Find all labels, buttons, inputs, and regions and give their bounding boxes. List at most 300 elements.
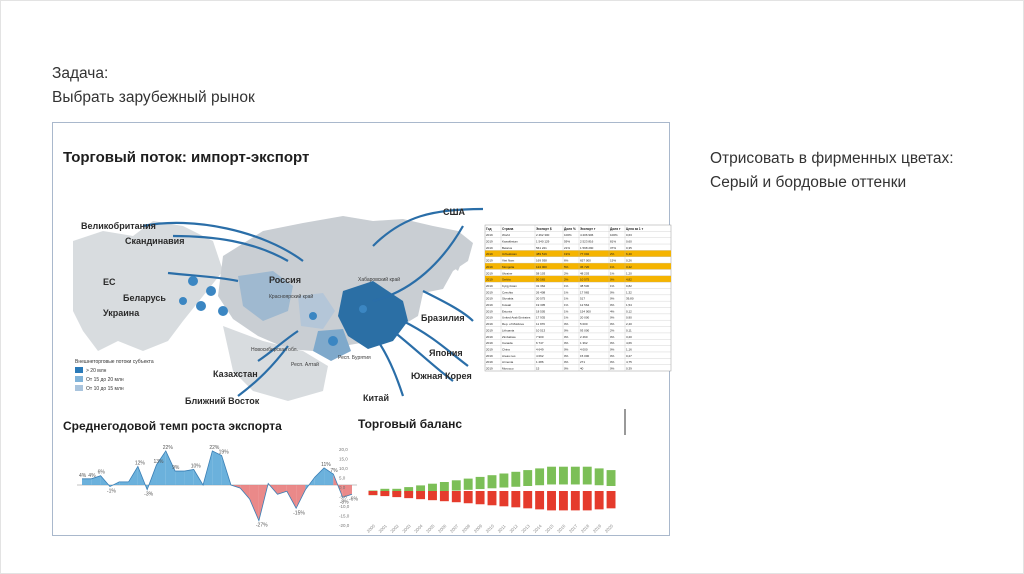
table-cell: 2 460	[580, 334, 588, 339]
table-cell: World	[502, 233, 510, 238]
table-cell: 15 000	[580, 353, 590, 358]
table-cell: 4,66	[626, 341, 632, 346]
table-cell: Canada	[502, 341, 513, 346]
growth-segment	[156, 451, 165, 485]
balance-year: 2011	[496, 523, 507, 534]
table-cell: 15	[536, 366, 540, 371]
balance-year: 2013	[520, 523, 531, 534]
balance-year: 2016	[556, 523, 567, 534]
table-cell: 12 564	[580, 303, 590, 308]
flow-arrow-japan	[403, 321, 468, 366]
table-cell: 1,54	[626, 303, 632, 308]
table-cell: 1,16	[626, 347, 632, 352]
table-header: Год	[486, 226, 492, 231]
region-marker	[196, 301, 206, 311]
balance-bar-negative	[571, 491, 580, 510]
growth-label: 12%	[134, 460, 145, 467]
table-cell: 0,11	[626, 328, 632, 333]
table-cell: 19%	[564, 252, 571, 257]
growth-label: 22%	[209, 444, 220, 451]
table-cell: 38 530	[580, 283, 590, 288]
table-cell: 2019	[486, 271, 493, 276]
table-cell: 154 000	[580, 309, 591, 314]
balance-bar-negative	[404, 491, 413, 498]
balance-year: 2010	[484, 523, 496, 534]
table-cell: 19 305	[536, 303, 546, 308]
table-cell: 4 062	[536, 353, 544, 358]
table-cell: 2019	[486, 334, 493, 339]
table-header: Цена за 1 т	[626, 226, 644, 231]
balance-tick: -10,0	[339, 504, 350, 509]
chart1-title: Среднегодовой темп роста экспорта	[63, 419, 282, 433]
table-cell: 5%	[564, 264, 569, 269]
table-cell: 1,32	[626, 290, 632, 295]
region-marker	[218, 306, 228, 316]
table-cell: 2019	[486, 347, 493, 352]
balance-bar-positive	[511, 472, 520, 487]
design-note-line-1: Отрисовать в фирменных цветах:	[710, 150, 954, 167]
growth-label: 4%	[79, 472, 87, 479]
label-kaz: Казахстан	[213, 369, 258, 379]
growth-segment	[315, 468, 324, 485]
table-cell: 50 565	[536, 277, 546, 282]
table-cell: 1%	[564, 303, 569, 308]
region-marker	[206, 286, 216, 296]
table-cell: 2%	[610, 252, 615, 257]
table-cell: 2019	[486, 322, 493, 327]
table-cell: 37%	[610, 245, 617, 250]
table-cell: Morocco	[502, 366, 514, 371]
table-cell: 6%	[564, 258, 569, 263]
table-cell: 4 206 906	[580, 233, 594, 238]
balance-year: 2007	[449, 523, 460, 534]
table-cell: 2,40	[626, 322, 632, 327]
table-cell: 2 462 300	[536, 233, 550, 238]
table-cell: 0%	[610, 366, 615, 371]
table-cell: 2019	[486, 296, 493, 301]
table-cell: 2019	[486, 252, 493, 257]
table-cell: Kuwait	[502, 303, 512, 308]
table-cell: 17 935	[536, 315, 546, 320]
growth-segment	[184, 470, 193, 486]
balance-year: 2004	[413, 523, 424, 534]
export-table	[485, 225, 671, 371]
design-note-line-2: Серый и бордовые оттенки	[710, 174, 907, 191]
balance-bar-negative	[392, 491, 401, 497]
table-cell: 3,42	[626, 264, 632, 269]
balance-year: 2017	[568, 523, 579, 534]
table-cell: United Arab Emirates	[502, 315, 531, 320]
table-header: Экспорт $	[536, 226, 552, 231]
balance-bar-negative	[583, 491, 592, 510]
region-marker	[309, 312, 317, 320]
legend-swatch-2	[75, 376, 83, 382]
table-cell: 1%	[610, 264, 615, 269]
balance-bar-positive	[440, 482, 449, 491]
balance-tick: -5,0	[339, 494, 347, 500]
table-cell: 561 221	[536, 245, 547, 250]
label-novosibirsk: Новосибирская обл.	[251, 347, 298, 353]
table-cell: China	[502, 347, 510, 352]
table-cell: 0%	[610, 347, 615, 352]
table-cell: 0,60	[626, 239, 632, 244]
label-korea: Южная Корея	[411, 371, 472, 381]
table-cell: 0%	[610, 290, 615, 295]
balance-tick: -20,0	[339, 523, 350, 528]
table-cell: 2019	[486, 283, 493, 288]
label-krasnoyarsk: Красноярский край	[269, 294, 314, 300]
balance-year: 2008	[460, 523, 472, 534]
label-russia: Россия	[269, 275, 301, 285]
balance-year: 2018	[579, 523, 591, 534]
table-cell: 0%	[610, 315, 615, 320]
table-cell: 5 000	[580, 322, 588, 327]
table-cell: Mongolia	[502, 264, 515, 269]
table-cell: 7 900	[536, 334, 544, 339]
balance-bar-negative	[440, 491, 449, 501]
balance-bar-positive	[607, 470, 616, 486]
balance-bar-negative	[559, 491, 568, 510]
balance-bar-negative	[499, 491, 508, 506]
growth-label: 22%	[162, 444, 173, 451]
growth-label: 4%	[88, 472, 96, 479]
balance-year: 2006	[437, 523, 448, 534]
table-cell: 1%	[564, 315, 569, 320]
table-cell: 1%	[610, 283, 615, 288]
growth-segment	[175, 471, 184, 485]
table-cell: 93 000	[580, 328, 590, 333]
table-cell: 1%	[564, 283, 569, 288]
growth-segment	[212, 451, 221, 485]
table-cell: Slovakia	[502, 296, 514, 301]
table-cell: 4 649	[536, 347, 544, 352]
table-cell: Viet Nam	[502, 258, 515, 263]
table-header: Доля %	[564, 226, 576, 231]
table-cell: 1%	[564, 309, 569, 314]
table-header: Экспорт т	[580, 226, 596, 231]
table-cell: Areas nes	[502, 353, 516, 358]
map-legend	[75, 359, 154, 392]
balance-tick: -15,0	[339, 513, 350, 519]
growth-label: 10%	[190, 463, 201, 470]
balance-tick: 15,0	[339, 456, 348, 462]
label-eu: ЕС	[103, 277, 116, 287]
label-altai: Респ. Алтай	[291, 362, 319, 368]
table-cell: 4,75	[626, 360, 632, 365]
label-china: Китай	[363, 393, 389, 403]
table-cell: 0%	[610, 303, 615, 308]
balance-bar-negative	[428, 491, 437, 500]
growth-segment	[287, 485, 296, 508]
table-cell: 1 362	[580, 341, 588, 346]
table-cell: 1 286	[536, 360, 544, 365]
table-header: Доля т	[610, 226, 621, 231]
table-cell: 124 000	[536, 264, 547, 269]
table-cell: 1 598 290	[580, 245, 594, 250]
table-cell: 0%	[610, 341, 615, 346]
table-cell: 100%	[610, 233, 618, 238]
balance-bar-positive	[547, 467, 556, 485]
table-cell: Zimbabwe	[502, 334, 516, 339]
legend-item-2: От 15 до 20 млн	[86, 377, 124, 383]
chart2-title: Торговый баланс	[358, 417, 463, 431]
balance-year: 2009	[472, 523, 484, 534]
table-cell: 0,39	[626, 366, 632, 371]
table-cell: Lithuania	[502, 328, 515, 333]
label-usa: США	[443, 207, 466, 217]
table-cell: 2019	[486, 290, 493, 295]
growth-label: 13%	[153, 458, 164, 465]
table-cell: 10 575	[580, 277, 590, 282]
balance-bar-positive	[499, 474, 508, 488]
balance-bar-negative	[380, 491, 389, 496]
label-belarus: Беларусь	[123, 293, 166, 303]
flow-arrow-china	[378, 341, 403, 396]
screenshot-panel	[52, 122, 670, 536]
table-cell: Rep. of Moldova	[502, 322, 524, 327]
growth-label: -6%	[349, 496, 358, 503]
growth-label: -15%	[293, 510, 305, 517]
table-cell: 31 362	[536, 283, 546, 288]
table-cell: 11 976	[536, 322, 545, 327]
balance-bar-negative	[595, 491, 604, 509]
balance-tick: 5,0	[339, 475, 346, 481]
balance-bar-positive	[428, 484, 437, 492]
table-cell: 2019	[486, 315, 493, 320]
table-cell: 2019	[486, 353, 493, 358]
table-cell: 0%	[564, 353, 569, 358]
label-scand: Скандинавия	[125, 236, 185, 246]
panel-title: Торговый поток: импорт-экспорт	[63, 149, 310, 166]
region-marker	[359, 305, 367, 313]
legend-swatch-1	[75, 367, 83, 373]
balance-bar-negative	[523, 491, 532, 508]
table-header: Страна	[502, 226, 514, 231]
balance-bar-negative	[452, 491, 461, 502]
growth-label: 19%	[218, 449, 229, 456]
balance-bar-negative	[488, 491, 497, 505]
table-cell: 77 092	[580, 252, 590, 257]
table-cell: Kazakhstan	[502, 239, 518, 244]
table-cell: 0,26	[626, 258, 632, 263]
table-cell: 1%	[610, 271, 615, 276]
balance-year: 2014	[532, 523, 543, 534]
balance-bar-positive	[476, 477, 485, 489]
balance-bar-negative	[607, 491, 616, 508]
table-cell: 517	[580, 296, 586, 301]
balance-tick: 0,0	[339, 485, 346, 490]
table-cell: 2019	[486, 277, 493, 282]
table-cell: 100%	[564, 233, 572, 238]
table-cell: 2 523 816	[580, 239, 594, 244]
balance-bar-positive	[535, 468, 544, 485]
balance-year: 2005	[425, 523, 436, 534]
balance-bar-negative	[416, 491, 425, 499]
balance-year: 2015	[544, 523, 555, 534]
table-cell: 2019	[486, 258, 493, 263]
table-cell: 2019	[486, 264, 493, 269]
table-cell: 0,12	[626, 309, 632, 314]
table-cell: 81%	[610, 239, 617, 244]
balance-bar-negative	[511, 491, 520, 507]
table-cell: 0%	[564, 347, 569, 352]
balance-bar-positive	[452, 480, 461, 490]
table-cell: 0%	[610, 277, 615, 282]
table-cell: 2019	[486, 366, 493, 371]
table-cell: 2019	[486, 303, 493, 308]
growth-label: 7%	[330, 468, 338, 475]
task-block	[52, 62, 255, 110]
table-cell: 26 408	[536, 290, 546, 295]
label-buryatia: Респ. Бурятия	[338, 355, 371, 361]
region-marker	[179, 297, 187, 305]
legend-title: Внешнеторговые потоки субъекта	[75, 359, 154, 365]
table-cell: 3,20	[626, 334, 632, 339]
table-cell: 2%	[610, 328, 615, 333]
balance-year: 2002	[389, 523, 400, 534]
region-marker	[188, 276, 198, 286]
table-cell: 21%	[564, 245, 571, 250]
table-cell: 40	[580, 366, 584, 371]
balance-bar-positive	[523, 470, 532, 486]
table-cell: 59%	[564, 239, 571, 244]
task-text: Выбрать зарубежный рынок	[52, 89, 255, 106]
label-gb: Великобритания	[81, 221, 156, 231]
table-cell: 1%	[564, 290, 569, 295]
table-cell: 2019	[486, 309, 493, 314]
table-cell: 0%	[564, 334, 569, 339]
table-cell: 58 103	[536, 271, 546, 276]
table-cell: 0%	[564, 341, 569, 346]
balance-bar-positive	[583, 467, 592, 485]
table-cell: 2019	[486, 233, 493, 238]
table-cell: Serbia	[502, 277, 511, 282]
trade-balance-chart	[337, 405, 627, 535]
table-cell: 10 513	[536, 328, 546, 333]
balance-bar-positive	[464, 479, 473, 490]
label-brazil: Бразилия	[421, 313, 465, 323]
table-cell: 2019	[486, 245, 493, 250]
table-cell: 20 000	[580, 315, 590, 320]
table-cell: 0%	[564, 328, 569, 333]
table-cell: 271	[580, 360, 586, 365]
table-cell: 2%	[564, 271, 569, 276]
growth-label: -8%	[339, 499, 349, 506]
table-cell: 36 720	[580, 264, 590, 269]
label-ukraine: Украина	[103, 308, 140, 318]
table-cell: 1,20	[626, 271, 632, 276]
table-cell: 6 747	[536, 341, 544, 346]
table-cell: 0%	[610, 296, 615, 301]
table-cell: 0%	[610, 334, 615, 339]
growth-label: 6%	[97, 469, 105, 476]
table-cell: 2019	[486, 328, 493, 333]
table-cell: 489 519	[536, 252, 547, 257]
balance-bar-negative	[464, 491, 473, 503]
table-cell: 0%	[610, 322, 615, 327]
table-cell: 2019	[486, 341, 493, 346]
table-cell: 657 000	[580, 258, 591, 263]
balance-tick: 10,0	[339, 466, 348, 471]
table-cell: 0%	[564, 322, 569, 327]
label-khabarovsk: Хабаровский край	[358, 277, 401, 283]
table-cell: 0%	[610, 353, 615, 358]
balance-bar-negative	[535, 491, 544, 509]
table-cell: 18 505	[536, 309, 546, 314]
label-middle-east: Ближний Восток	[185, 396, 260, 406]
balance-bar-negative	[547, 491, 556, 510]
balance-year: 2020	[603, 523, 615, 534]
balance-bar-positive	[571, 467, 580, 485]
table-cell: 2%	[564, 277, 569, 282]
balance-tick: 20,0	[339, 447, 348, 452]
table-cell: Belarus	[502, 245, 513, 250]
table-cell: 20 575	[536, 296, 546, 301]
balance-year: 2001	[377, 523, 388, 534]
table-cell: 1 540 129	[536, 239, 550, 244]
table-cell: 0,90	[626, 315, 632, 320]
table-row-highlight	[485, 276, 671, 282]
table-cell: 169 938	[536, 258, 547, 263]
growth-label: -3%	[144, 491, 154, 498]
task-heading: Задача:	[52, 65, 109, 82]
table-cell: 0,27	[626, 353, 632, 358]
balance-bar-negative	[476, 491, 485, 504]
table-cell: 6,40	[626, 252, 632, 257]
table-cell: 0%	[564, 366, 569, 371]
table-cell: 39,80	[626, 296, 634, 301]
export-growth-chart	[77, 437, 357, 533]
table-cell: 15%	[610, 258, 617, 263]
legend-item-1: > 20 млн	[86, 368, 107, 374]
table-cell: 0,82	[626, 283, 632, 288]
table-cell: 2019	[486, 360, 493, 365]
trade-flow-map	[73, 201, 483, 409]
growth-label: -1%	[106, 488, 116, 495]
label-japan: Япония	[429, 348, 463, 358]
balance-year: 2019	[591, 523, 603, 534]
table-cell: Czechia	[502, 290, 513, 295]
growth-segment	[82, 479, 91, 485]
region-marker	[328, 336, 338, 346]
balance-bar-negative	[369, 491, 378, 495]
text-cursor	[624, 409, 626, 435]
table-cell: Armenia	[502, 360, 514, 365]
balance-year: 2012	[508, 523, 519, 534]
table-cell: 0,35	[626, 245, 632, 250]
table-cell: 48 203	[580, 271, 590, 276]
table-cell: 1%	[564, 296, 569, 301]
growth-segment	[119, 482, 128, 485]
balance-year: 2003	[401, 523, 412, 534]
table-cell: 0%	[564, 360, 569, 365]
balance-bar-positive	[595, 468, 604, 485]
table-cell: Kyrgyzstan	[502, 283, 517, 288]
balance-bar-positive	[488, 475, 497, 488]
table-cell: Ukraine	[502, 271, 513, 276]
table-cell: 4,82	[626, 277, 632, 282]
table-cell: 0%	[610, 360, 615, 365]
balance-year: 2000	[365, 523, 376, 534]
table-cell: Estonia	[502, 309, 513, 314]
table-cell: 4 000	[580, 347, 588, 352]
table-cell: 4%	[610, 309, 615, 314]
growth-label: 11%	[321, 461, 331, 468]
table-cell: 0,63	[626, 233, 632, 238]
balance-bar-positive	[559, 467, 568, 485]
design-note	[710, 147, 954, 195]
growth-label: 9%	[172, 465, 180, 472]
